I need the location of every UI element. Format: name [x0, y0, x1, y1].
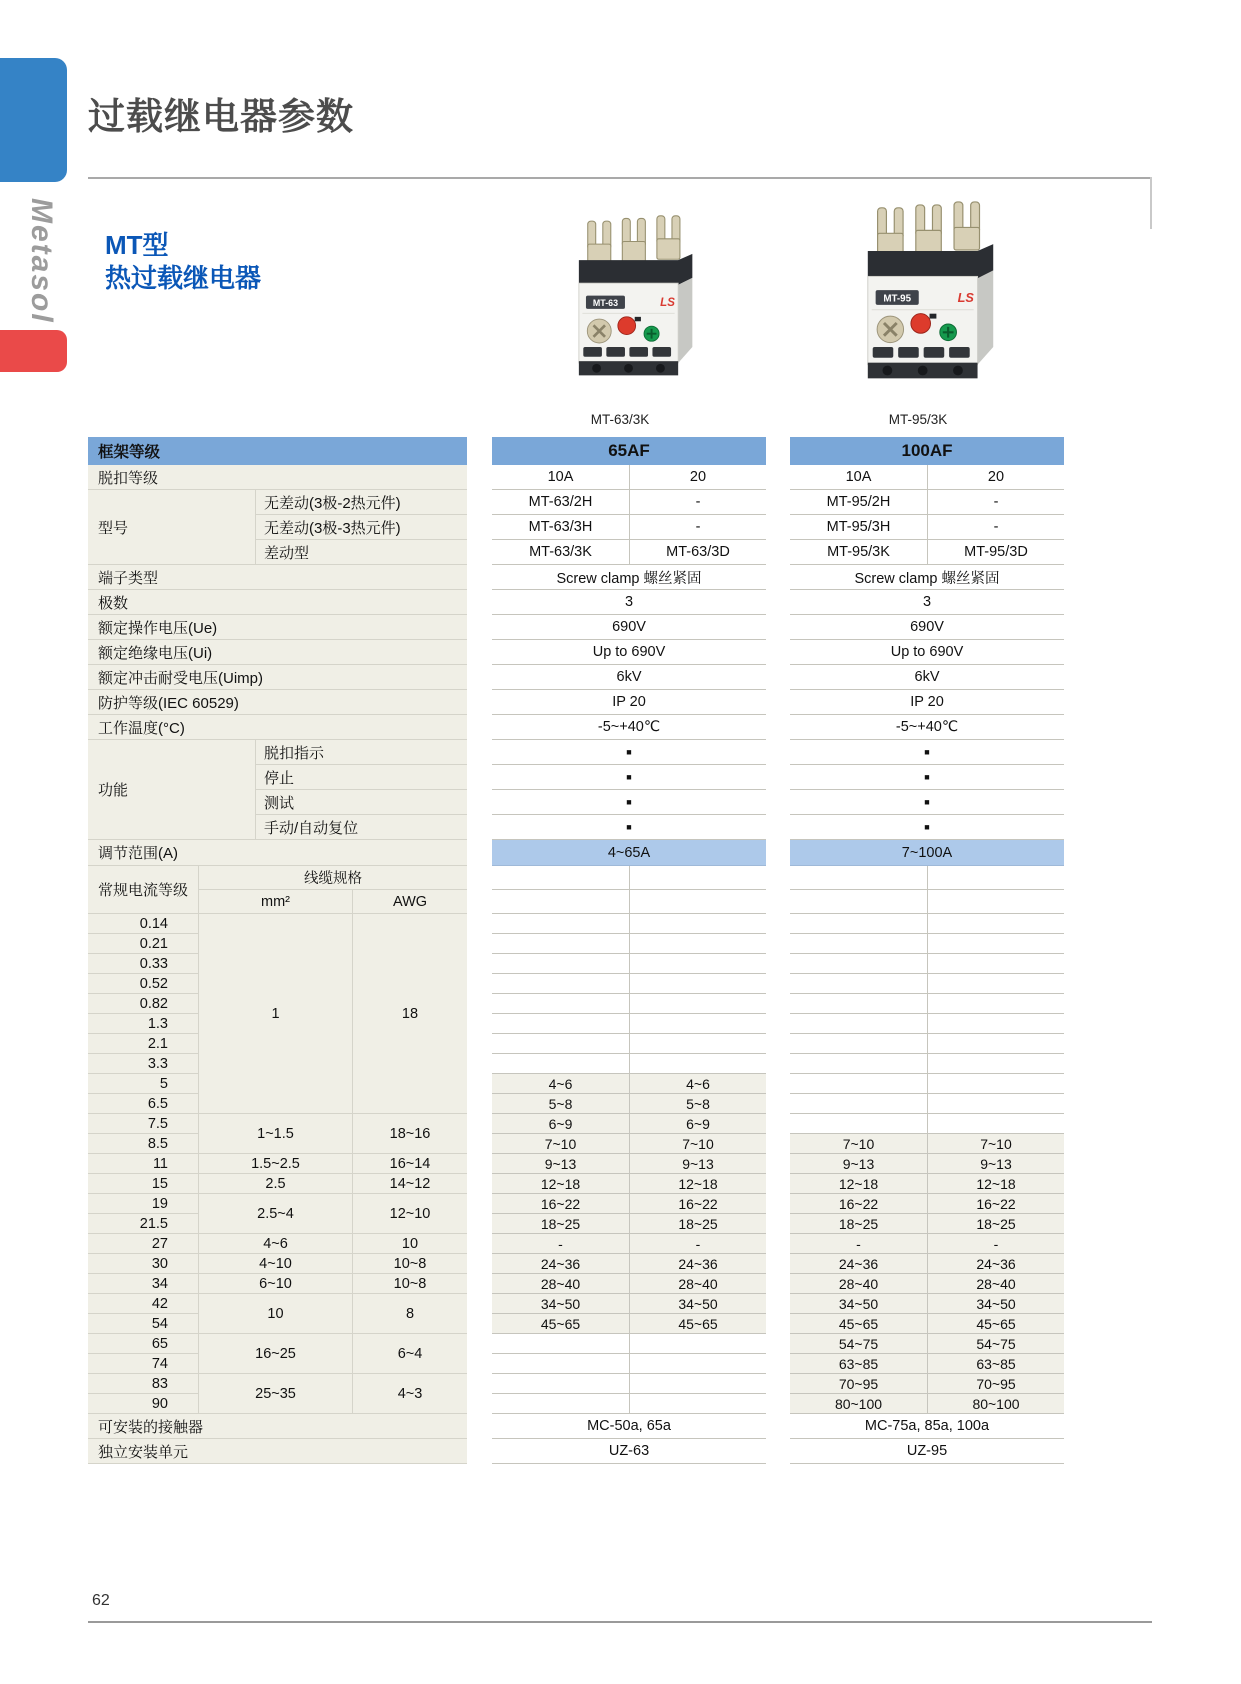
trip-class-cell: 10A — [492, 465, 629, 490]
contactors-cell: MC-50a, 65a — [492, 1414, 766, 1439]
awg-value-cell: 18 — [352, 914, 467, 1114]
current-range-cell: - — [790, 1234, 927, 1254]
standalone-unit-cell: UZ-95 — [790, 1439, 1064, 1464]
spec-value-cell: IP 20 — [492, 690, 766, 715]
current-rating-cell: 65 — [88, 1334, 198, 1354]
awg-value-cell: 18~16 — [352, 1114, 467, 1154]
current-range-cell: 28~40 — [790, 1274, 927, 1294]
current-range-cell: 9~13 — [629, 1154, 766, 1174]
current-range-cell: 12~18 — [927, 1174, 1064, 1194]
spec-value-cell: -5~+40℃ — [790, 715, 1064, 740]
current-range-cell — [492, 1054, 629, 1074]
current-range-cell: 12~18 — [629, 1174, 766, 1194]
spec-label-cell: 端子类型 — [88, 565, 467, 590]
mm2-value-cell: 16~25 — [198, 1334, 352, 1374]
current-range-cell — [492, 1014, 629, 1034]
standalone-unit-cell: UZ-63 — [492, 1439, 766, 1464]
product-name-line: 热过载继电器 — [105, 263, 262, 293]
current-rating-cell: 0.14 — [88, 914, 198, 934]
awg-value-cell: 12~10 — [352, 1194, 467, 1234]
mm2-value-cell: 2.5 — [198, 1174, 352, 1194]
spec-value-cell: 690V — [492, 615, 766, 640]
empty-cell — [927, 890, 1064, 914]
function-marker-cell: ■ — [790, 790, 1064, 815]
current-range-cell — [927, 994, 1064, 1014]
blue-accent-block — [0, 58, 67, 182]
current-rating-cell: 21.5 — [88, 1214, 198, 1234]
mm2-value-cell: 1~1.5 — [198, 1114, 352, 1154]
current-range-cell — [927, 1094, 1064, 1114]
product-caption-mt63: MT-63/3K — [590, 412, 650, 427]
contactors-cell: MC-75a, 85a, 100a — [790, 1414, 1064, 1439]
current-range-cell: 45~65 — [790, 1314, 927, 1334]
model-badge-text: MT-95 — [883, 293, 912, 305]
footer-rule — [88, 1621, 1152, 1623]
spec-value-cell: 6kV — [790, 665, 1064, 690]
spec-value-cell: 690V — [790, 615, 1064, 640]
function-marker-cell: ■ — [790, 815, 1064, 840]
current-range-cell: 63~85 — [790, 1354, 927, 1374]
current-range-cell: 6~9 — [629, 1114, 766, 1134]
current-range-cell — [790, 1034, 927, 1054]
current-range-cell — [629, 1054, 766, 1074]
mm2-value-cell: 6~10 — [198, 1274, 352, 1294]
relay-illustration — [570, 214, 703, 378]
stop-switch — [930, 314, 937, 319]
mm2-value-cell: 10 — [198, 1294, 352, 1334]
function-marker-cell: ■ — [492, 815, 766, 840]
current-range-cell: - — [492, 1234, 629, 1254]
current-range-cell — [492, 1034, 629, 1054]
spec-label-cell: 额定操作电压(Ue) — [88, 615, 467, 640]
mm2-value-cell: 25~35 — [198, 1374, 352, 1414]
current-rating-cell: 54 — [88, 1314, 198, 1334]
model-cell: MT-95/3D — [927, 540, 1064, 565]
current-range-cell: 7~10 — [629, 1134, 766, 1154]
bottom-label-cell: 可安装的接触器 — [88, 1414, 467, 1439]
current-rating-cell: 2.1 — [88, 1034, 198, 1054]
model-cell: MT-95/2H — [790, 490, 927, 515]
model-cell: MT-63/2H — [492, 490, 629, 515]
current-range-cell — [629, 1354, 766, 1374]
reset-button — [618, 317, 636, 335]
mm2-value-cell: 1 — [198, 914, 352, 1114]
spec-label-cell: 防护等级(IEC 60529) — [88, 690, 467, 715]
current-range-cell — [790, 914, 927, 934]
function-marker-cell: ■ — [790, 740, 1064, 765]
awg-value-cell: 10 — [352, 1234, 467, 1254]
fork-terminals-icon — [588, 216, 680, 265]
current-rating-cell: 0.33 — [88, 954, 198, 974]
awg-value-cell: 8 — [352, 1294, 467, 1334]
current-range-cell: 7~10 — [492, 1134, 629, 1154]
spec-label-cell: 额定冲击耐受电压(Uimp) — [88, 665, 467, 690]
current-rating-cell: 27 — [88, 1234, 198, 1254]
empty-cell — [629, 866, 766, 890]
frame-grade-header: 框架等级 — [88, 437, 467, 465]
current-rating-cell: 0.21 — [88, 934, 198, 954]
current-range-cell — [629, 934, 766, 954]
current-rating-cell: 90 — [88, 1394, 198, 1414]
title-rule — [88, 177, 1152, 179]
model-cell: MT-95/3H — [790, 515, 927, 540]
spec-value-cell: Up to 690V — [492, 640, 766, 665]
spec-label-cell: 工作温度(°C) — [88, 715, 467, 740]
current-range-cell — [927, 914, 1064, 934]
product-image-mt95 — [858, 200, 1005, 386]
spec-value-cell: 3 — [492, 590, 766, 615]
spec-label-cell: 功能 — [88, 740, 255, 840]
current-rating-cell: 1.3 — [88, 1014, 198, 1034]
current-range-cell: 9~13 — [492, 1154, 629, 1174]
current-rating-cell: 83 — [88, 1374, 198, 1394]
current-range-cell — [790, 1074, 927, 1094]
current-range-cell: 6~9 — [492, 1114, 629, 1134]
model-cell: MT-63/3D — [629, 540, 766, 565]
frame-table-100af — [790, 437, 1064, 1464]
model-cell: MT-95/3K — [790, 540, 927, 565]
product-caption-mt95: MT-95/3K — [888, 412, 948, 427]
current-range-cell: 45~65 — [492, 1314, 629, 1334]
product-subtitle — [105, 229, 261, 295]
model-cell: - — [927, 490, 1064, 515]
current-range-cell: - — [629, 1234, 766, 1254]
relay-side-face — [978, 271, 994, 365]
model-badge-text: MT-63 — [592, 297, 619, 308]
current-range-cell: 5~8 — [492, 1094, 629, 1114]
frame-table-65af — [492, 437, 766, 1464]
current-range-cell: 45~65 — [629, 1314, 766, 1334]
trip-class-cell: 20 — [927, 465, 1064, 490]
spec-sub-label-cell: 脱扣指示 — [255, 740, 467, 765]
spec-sub-label-cell: 测试 — [255, 790, 467, 815]
relay-side-face — [678, 278, 692, 363]
current-range-cell: 5~8 — [629, 1094, 766, 1114]
ls-logo: LS — [957, 289, 974, 305]
current-rating-cell: 34 — [88, 1274, 198, 1294]
current-range-cell — [492, 934, 629, 954]
current-range-cell — [790, 954, 927, 974]
awg-value-cell: 10~8 — [352, 1254, 467, 1274]
ls-logo: LS — [660, 297, 675, 310]
spec-label-cell: 调节范围(A) — [88, 840, 467, 866]
current-range-cell: 16~22 — [629, 1194, 766, 1214]
current-range-cell: 54~75 — [927, 1334, 1064, 1354]
current-rating-cell: 5 — [88, 1074, 198, 1094]
current-range-cell: 7~10 — [790, 1134, 927, 1154]
current-rating-cell: 74 — [88, 1354, 198, 1374]
current-range-cell — [790, 974, 927, 994]
current-range-cell: 18~25 — [927, 1214, 1064, 1234]
awg-value-cell: 14~12 — [352, 1174, 467, 1194]
frame-header: 65AF — [492, 437, 766, 465]
page-number: 62 — [92, 1592, 110, 1609]
model-cell: MT-63/3K — [492, 540, 629, 565]
awg-column-header: AWG — [352, 890, 467, 914]
model-cell: - — [629, 515, 766, 540]
fork-terminals-icon — [878, 202, 980, 256]
current-range-cell: 34~50 — [492, 1294, 629, 1314]
current-range-cell — [492, 1354, 629, 1374]
mm2-value-cell: 1.5~2.5 — [198, 1154, 352, 1174]
current-range-cell — [927, 1054, 1064, 1074]
current-range-cell — [629, 1374, 766, 1394]
current-range-cell — [790, 1014, 927, 1034]
current-range-cell — [629, 994, 766, 1014]
current-range-cell: 12~18 — [790, 1174, 927, 1194]
mm2-column-header: mm² — [198, 890, 352, 914]
current-range-cell — [629, 1034, 766, 1054]
current-range-cell: 28~40 — [492, 1274, 629, 1294]
mm2-value-cell: 4~6 — [198, 1234, 352, 1254]
spec-label-table — [88, 437, 467, 1464]
current-range-cell — [492, 954, 629, 974]
current-range-cell: 28~40 — [927, 1274, 1064, 1294]
spec-sub-label-cell: 无差动(3极-3热元件) — [255, 515, 467, 540]
current-range-cell — [927, 1074, 1064, 1094]
empty-cell — [790, 890, 927, 914]
frame-header: 100AF — [790, 437, 1064, 465]
brand-vertical-text: Metasol — [25, 198, 58, 324]
empty-cell — [492, 890, 629, 914]
spec-label-cell: 型号 — [88, 490, 255, 565]
spec-value-cell: 3 — [790, 590, 1064, 615]
current-range-cell: 28~40 — [629, 1274, 766, 1294]
red-accent-block — [0, 330, 67, 372]
current-range-cell — [629, 1334, 766, 1354]
current-range-cell — [790, 934, 927, 954]
stop-switch — [635, 317, 641, 321]
reset-button — [911, 314, 931, 334]
spec-value-cell: IP 20 — [790, 690, 1064, 715]
current-range-cell: 9~13 — [790, 1154, 927, 1174]
current-range-cell — [492, 914, 629, 934]
current-rating-cell: 42 — [88, 1294, 198, 1314]
current-range-cell — [927, 934, 1064, 954]
current-range-cell: 24~36 — [492, 1254, 629, 1274]
current-rating-cell: 0.52 — [88, 974, 198, 994]
current-range-cell — [629, 954, 766, 974]
title-rule-corner — [1150, 177, 1152, 229]
current-range-cell: 7~10 — [927, 1134, 1064, 1154]
current-range-cell — [492, 994, 629, 1014]
wire-spec-header: 线缆规格 — [198, 866, 467, 890]
trip-class-cell: 10A — [790, 465, 927, 490]
relay-illustration — [858, 200, 1005, 381]
current-rating-cell: 11 — [88, 1154, 198, 1174]
current-rating-cell: 6.5 — [88, 1094, 198, 1114]
current-range-cell — [790, 1094, 927, 1114]
spec-sub-label-cell: 停止 — [255, 765, 467, 790]
current-range-cell — [927, 954, 1064, 974]
current-range-cell: 24~36 — [790, 1254, 927, 1274]
mm2-value-cell: 2.5~4 — [198, 1194, 352, 1234]
current-range-cell — [927, 974, 1064, 994]
current-range-cell: 18~25 — [492, 1214, 629, 1234]
adjust-range-cell: 4~65A — [492, 840, 766, 866]
product-image-mt63 — [570, 214, 703, 383]
current-range-cell — [492, 1374, 629, 1394]
awg-value-cell: 4~3 — [352, 1374, 467, 1414]
page-title: 过载继电器参数 — [88, 96, 354, 137]
current-range-cell — [629, 974, 766, 994]
current-range-cell: 4~6 — [492, 1074, 629, 1094]
current-range-cell: 18~25 — [790, 1214, 927, 1234]
current-range-cell: - — [927, 1234, 1064, 1254]
empty-cell — [492, 866, 629, 890]
awg-value-cell: 10~8 — [352, 1274, 467, 1294]
bottom-label-cell: 独立安装单元 — [88, 1439, 467, 1464]
spec-value-cell: 6kV — [492, 665, 766, 690]
spec-sub-label-cell: 差动型 — [255, 540, 467, 565]
spec-label-cell: 脱扣等级 — [88, 465, 467, 490]
awg-value-cell: 16~14 — [352, 1154, 467, 1174]
current-range-cell: 63~85 — [927, 1354, 1064, 1374]
empty-cell — [927, 866, 1064, 890]
model-cell: MT-63/3H — [492, 515, 629, 540]
empty-cell — [790, 866, 927, 890]
current-range-cell — [492, 1334, 629, 1354]
current-rating-cell: 0.82 — [88, 994, 198, 1014]
current-range-cell — [790, 1054, 927, 1074]
current-range-cell — [790, 994, 927, 1014]
current-rating-cell: 7.5 — [88, 1114, 198, 1134]
current-rating-cell: 3.3 — [88, 1054, 198, 1074]
current-range-cell: 80~100 — [790, 1394, 927, 1414]
function-marker-cell: ■ — [492, 790, 766, 815]
current-range-cell: 34~50 — [629, 1294, 766, 1314]
current-range-cell: 24~36 — [629, 1254, 766, 1274]
current-range-cell: 54~75 — [790, 1334, 927, 1354]
function-marker-cell: ■ — [492, 740, 766, 765]
current-range-cell: 34~50 — [927, 1294, 1064, 1314]
spec-sub-label-cell: 手动/自动复位 — [255, 815, 467, 840]
spec-value-cell: -5~+40℃ — [492, 715, 766, 740]
current-range-cell: 24~36 — [927, 1254, 1064, 1274]
spec-value-cell: Screw clamp 螺丝紧固 — [492, 565, 766, 590]
model-cell: - — [629, 490, 766, 515]
current-range-cell — [629, 914, 766, 934]
current-rating-cell: 8.5 — [88, 1134, 198, 1154]
current-range-cell — [790, 1114, 927, 1134]
current-range-cell: 70~95 — [790, 1374, 927, 1394]
current-range-cell: 80~100 — [927, 1394, 1064, 1414]
empty-cell — [629, 890, 766, 914]
trip-class-cell: 20 — [629, 465, 766, 490]
model-cell: - — [927, 515, 1064, 540]
current-range-cell — [629, 1394, 766, 1414]
function-marker-cell: ■ — [492, 765, 766, 790]
spec-label-cell: 额定绝缘电压(Ui) — [88, 640, 467, 665]
current-range-cell: 16~22 — [927, 1194, 1064, 1214]
current-range-cell — [629, 1014, 766, 1034]
spec-sub-label-cell: 无差动(3极-2热元件) — [255, 490, 467, 515]
product-type-line: MT型 — [105, 230, 169, 260]
current-range-cell: 18~25 — [629, 1214, 766, 1234]
current-range-cell — [927, 1034, 1064, 1054]
current-rating-cell: 15 — [88, 1174, 198, 1194]
current-range-cell: 45~65 — [927, 1314, 1064, 1334]
current-range-cell: 16~22 — [492, 1194, 629, 1214]
spec-label-cell: 极数 — [88, 590, 467, 615]
current-range-cell — [492, 1394, 629, 1414]
current-range-cell — [927, 1014, 1064, 1034]
current-rating-cell: 19 — [88, 1194, 198, 1214]
current-range-cell: 4~6 — [629, 1074, 766, 1094]
current-range-cell: 9~13 — [927, 1154, 1064, 1174]
function-marker-cell: ■ — [790, 765, 1064, 790]
current-class-label: 常规电流等级 — [88, 866, 198, 914]
current-rating-cell: 30 — [88, 1254, 198, 1274]
current-range-cell: 16~22 — [790, 1194, 927, 1214]
current-range-cell: 70~95 — [927, 1374, 1064, 1394]
mm2-value-cell: 4~10 — [198, 1254, 352, 1274]
awg-value-cell: 6~4 — [352, 1334, 467, 1374]
spec-value-cell: Screw clamp 螺丝紧固 — [790, 565, 1064, 590]
current-range-cell — [492, 974, 629, 994]
current-range-cell: 34~50 — [790, 1294, 927, 1314]
current-range-cell: 12~18 — [492, 1174, 629, 1194]
adjust-range-cell: 7~100A — [790, 840, 1064, 866]
spec-value-cell: Up to 690V — [790, 640, 1064, 665]
current-range-cell — [927, 1114, 1064, 1134]
